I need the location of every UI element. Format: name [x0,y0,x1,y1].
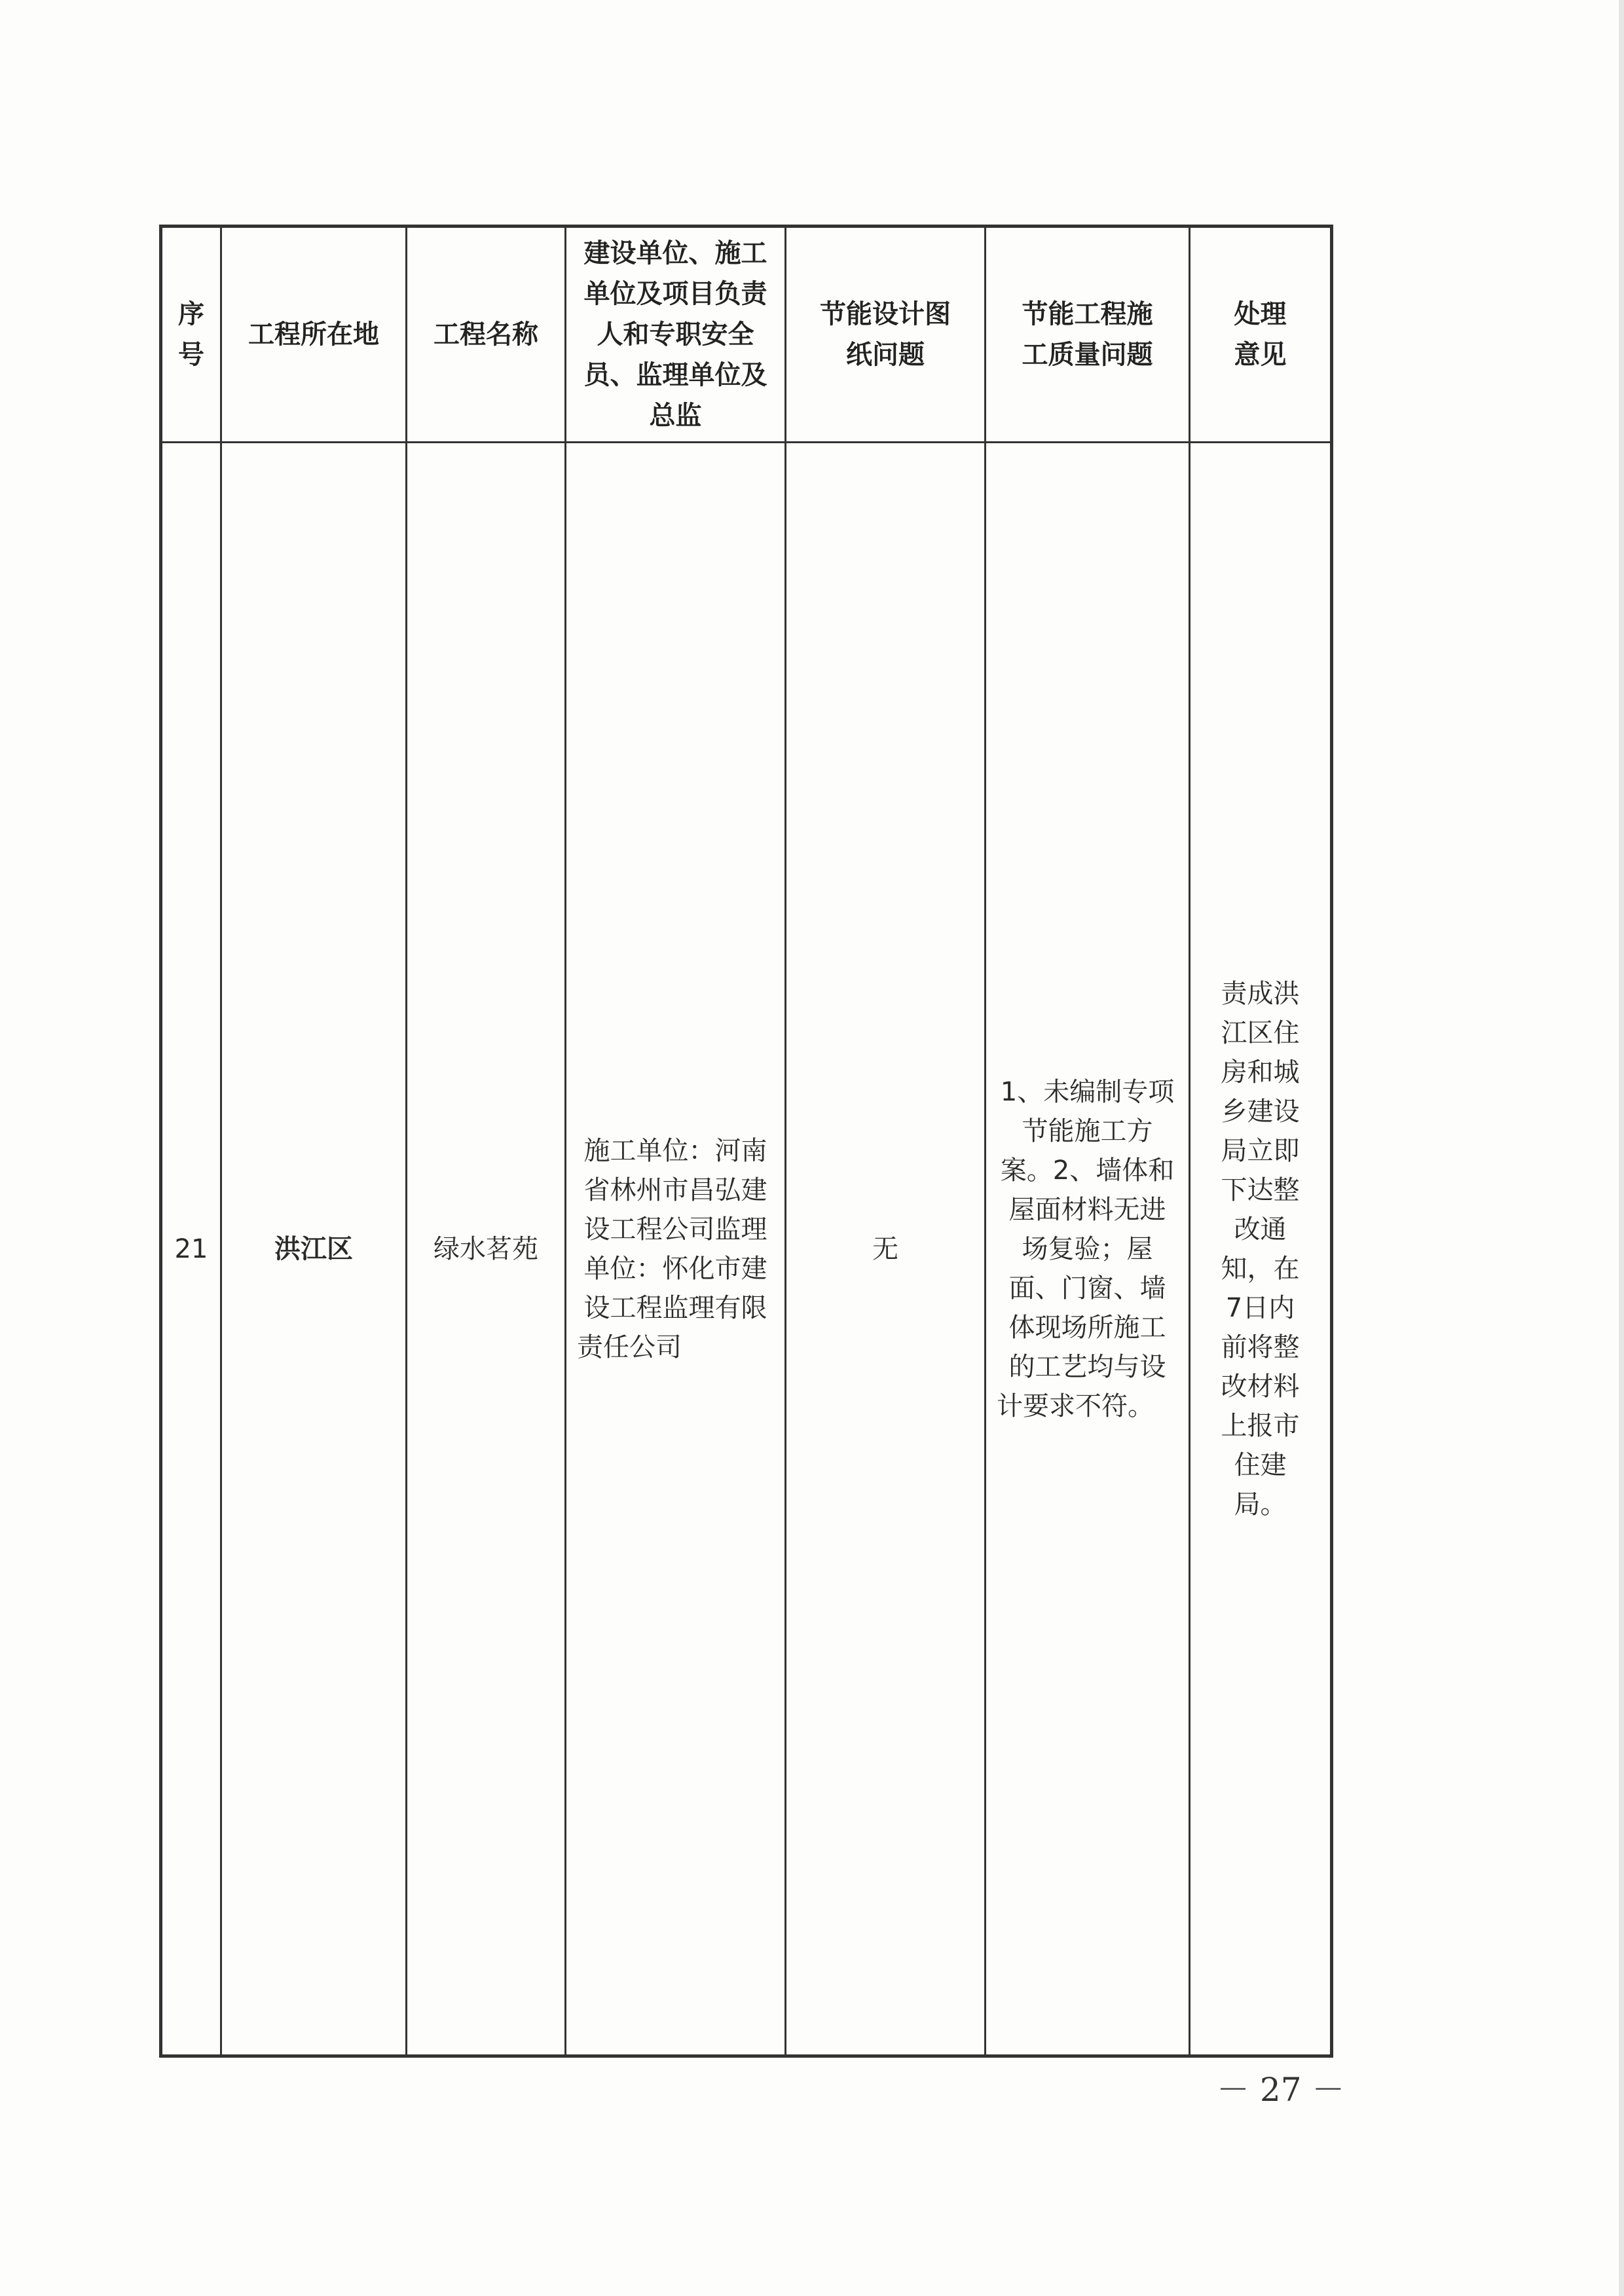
header-quality: 节能工程施工质量问题 [986,227,1190,443]
cell-location: 洪江区 [221,443,407,2056]
cell-seq: 21 [161,443,221,2056]
header-row [161,227,1332,443]
inspection-table [159,225,1333,2058]
header-opinion: 处理意见 [1190,227,1332,443]
header-design: 节能设计图纸问题 [786,227,986,443]
header-units: 建设单位、施工单位及项目负责人和专职安全员、监理单位及总监 [566,227,786,443]
scan-edge [1619,0,1624,2296]
page-number: － 27 － [1217,2071,1345,2109]
cell-quality: 1、未编制专项节能施工方案。2、墙体和屋面材料无进场复验；屋面、门窗、墙体现场所施工的工艺均与设计要求不符。 [986,443,1190,2056]
cell-name: 绿水茗苑 [407,443,566,2056]
header-location: 工程所在地 [221,227,407,443]
header-seq: 序号 [161,227,221,443]
table-row [161,443,1332,2056]
cell-opinion: 责成洪江区住房和城乡建设局立即下达整改通知，在7日内前将整改材料上报市住建局。 [1190,443,1332,2056]
cell-design: 无 [786,443,986,2056]
header-name: 工程名称 [407,227,566,443]
cell-units: 施工单位：河南省林州市昌弘建设工程公司监理单位：怀化市建设工程监理有限责任公司 [566,443,786,2056]
